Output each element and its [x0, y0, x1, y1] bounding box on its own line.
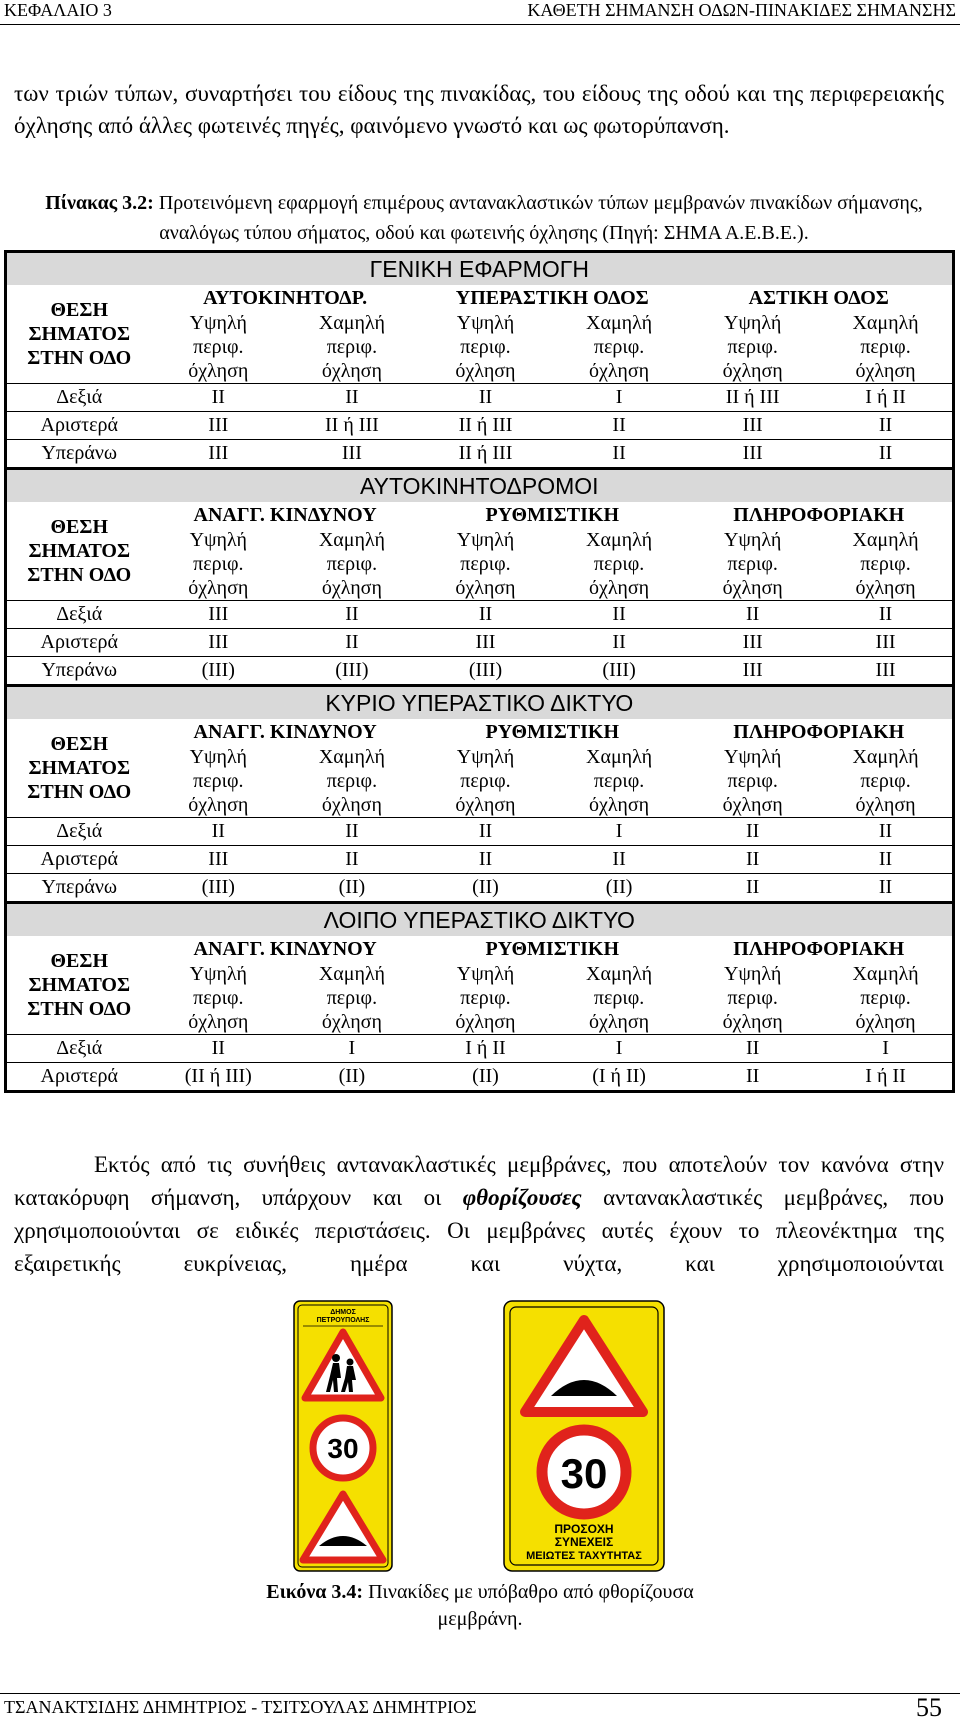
condition-low-line: όχληση [589, 360, 650, 382]
condition-low-line: Χαμηλή [852, 312, 919, 334]
condition-low-cell [285, 311, 419, 384]
road-group-header: ΥΠΕΡΑΣΤΙΚΗ ΟΔΟΣ [455, 287, 649, 309]
membrane-type-cell: I [819, 1035, 953, 1063]
road-group-header: ΑΝΑΓΓ. ΚΙΝΔΥΝΟΥ [193, 721, 377, 743]
section-title-row [6, 686, 954, 720]
sign1-municipality-line1: ΔΗΜΟΣ [330, 1309, 356, 1316]
condition-low-cell [552, 311, 686, 384]
row-position-label: Δεξιά [6, 818, 152, 846]
position-label-line: ΘΕΣΗ [50, 733, 109, 755]
condition-low-cell [819, 962, 953, 1035]
road-group-header: ΠΛΗΡΟΦΟΡΙΑΚΗ [686, 719, 953, 745]
condition-low-cell [819, 311, 953, 384]
position-label-line: ΣΗΜΑΤΟΣ [28, 540, 131, 562]
membrane-type-cell: II [552, 412, 686, 440]
condition-high-line: όχληση [455, 794, 516, 816]
road-group-header: ΡΥΘΜΙΣΤΙΚΗ [485, 504, 620, 526]
condition-low-line: Χαμηλή [318, 312, 385, 334]
membrane-type-cell: II [285, 384, 419, 412]
condition-high-line: Υψηλή [723, 746, 782, 768]
row-position-label: Αριστερά [6, 1063, 152, 1092]
table-row [6, 818, 954, 846]
membrane-type-cell: II [686, 1063, 820, 1092]
row-position-label: Υπεράνω [6, 440, 152, 469]
membrane-type-cell: II [152, 818, 286, 846]
sign2-speed-value: 30 [560, 1450, 608, 1497]
page-header [0, 0, 960, 22]
condition-high-cell [152, 745, 286, 818]
speed-bumps-sign [503, 1300, 665, 1572]
position-label-line: ΘΕΣΗ [50, 950, 109, 972]
membrane-type-cell: (III) [419, 657, 553, 686]
table-row [6, 384, 954, 412]
condition-high-line: Υψηλή [189, 312, 247, 334]
condition-high-cell [686, 745, 820, 818]
table-row [6, 846, 954, 874]
sign1-municipality-line2: ΠΕΤΡΟΥΠΟΛΗΣ [316, 1317, 370, 1324]
membrane-type-cell: II ή III [686, 384, 820, 412]
row-position-label: Αριστερά [6, 629, 152, 657]
condition-high-line: όχληση [722, 794, 783, 816]
membrane-type-cell: III [152, 440, 286, 469]
condition-high-line: Υψηλή [723, 963, 782, 985]
condition-low-line: όχληση [321, 1011, 382, 1033]
condition-low-line: Χαμηλή [318, 529, 385, 551]
condition-high-line: περιφ. [460, 987, 511, 1009]
membrane-type-cell: II [419, 384, 553, 412]
membrane-type-cell: III [152, 629, 286, 657]
condition-low-line: περιφ. [860, 770, 911, 792]
table-caption-text: Προτεινόμενη εφαρμογή επιμέρους αντανακλαστικών τύπων μεμβρανών πινακίδων σήμανσης, αναλόγως τύπου σήματος, οδού και φωτεινής όχλησης (Πηγή: ΣΗΜΑ Α.Ε.Β.Ε.). [153, 192, 923, 244]
condition-low-line: όχληση [321, 794, 382, 816]
membrane-type-cell: I [552, 384, 686, 412]
condition-low-line: περιφ. [593, 987, 645, 1009]
row-position-label: Δεξιά [6, 1035, 152, 1063]
condition-low-line: Χαμηλή [852, 746, 919, 768]
body-text-emphasis: φθορίζουσες [462, 1185, 582, 1210]
condition-low-cell [819, 528, 953, 601]
membrane-type-cell: II [285, 846, 419, 874]
membrane-type-cell: III [686, 657, 820, 686]
table-row [6, 1063, 954, 1092]
membrane-type-cell: (II) [552, 874, 686, 903]
row-position-label: Αριστερά [6, 846, 152, 874]
membrane-type-cell: III [152, 601, 286, 629]
condition-high-line: όχληση [188, 794, 249, 816]
child-figure-head [332, 1354, 340, 1362]
membrane-type-cell: III [686, 629, 820, 657]
condition-high-line: όχληση [455, 1011, 516, 1033]
intro-paragraph: των τριών τύπων, συναρτήσει του είδους της πινακίδας, του είδους της οδού και της περιφερειακής όχλησης από άλλες φωτεινές πηγές, φαινόμενο γνωστό και ως φωτορύπανση. [14, 81, 944, 138]
membrane-type-cell: II [152, 384, 286, 412]
membrane-type-cell: II ή III [285, 412, 419, 440]
membrane-type-cell: II [285, 629, 419, 657]
membrane-type-cell: (II ή III) [152, 1063, 286, 1092]
body-text-after: αντανακλαστικές μεμβράνες, που χρησιμοποιούνται σε ειδικές περιστάσεις. Οι μεμβράνες αυτές έχουν το πλεονέκτημα της εξαιρετικής ευκρίνειας, ημέρα και νύχτα, και χρησιμοποιούνται [14, 1185, 944, 1276]
condition-low-cell [819, 745, 953, 818]
row-position-label: Αριστερά [6, 412, 152, 440]
condition-low-line: περιφ. [326, 553, 378, 575]
condition-high-line: Υψηλή [723, 312, 782, 334]
membrane-type-cell: II [819, 874, 953, 903]
child-figure-head-2 [347, 1359, 354, 1366]
membrane-type-cell: III [285, 440, 419, 469]
condition-low-line: όχληση [589, 794, 650, 816]
condition-low-line: περιφ. [593, 770, 645, 792]
condition-high-line: όχληση [188, 577, 249, 599]
body-text-before: Εκτός από τις συνήθεις αντανακλαστικές μεμβράνες, που αποτελούν τον κανόνα στην κατακόρυφη σήμανση, υπάρχουν και οι [14, 1152, 944, 1210]
section-title: ΑΥΤΟΚΙΝΗΤΟΔΡΟΜΟΙ [6, 469, 954, 503]
condition-low-line: Χαμηλή [852, 529, 919, 551]
condition-high-line: όχληση [722, 360, 783, 382]
membrane-type-cell: II [686, 601, 820, 629]
membrane-type-cell: (III) [152, 657, 286, 686]
membrane-type-cell: I ή II [819, 1063, 953, 1092]
position-label-line: ΣΗΜΑΤΟΣ [28, 323, 131, 345]
condition-low-line: περιφ. [326, 987, 378, 1009]
table-row [6, 1035, 954, 1063]
membrane-type-cell: II [419, 601, 553, 629]
table-caption-label: Πίνακας 3.2: [45, 192, 154, 214]
condition-low-line: όχληση [855, 360, 916, 382]
condition-high-cell [152, 962, 286, 1035]
condition-high-line: περιφ. [727, 336, 778, 358]
condition-high-cell [419, 962, 553, 1035]
footer-authors: ΤΣΑΝΑΚΤΣΙΔΗΣ ΔΗΜΗΤΡΙΟΣ - ΤΣΙΤΣΟΥΛΑΣ ΔΗΜΗΤΡΙΟΣ [4, 1697, 477, 1717]
membrane-type-cell: (III) [152, 874, 286, 903]
membrane-type-cell: III [819, 629, 953, 657]
position-label-line: ΣΗΜΑΤΟΣ [28, 757, 131, 779]
membrane-type-cell: II [686, 1035, 820, 1063]
condition-low-line: περιφ. [593, 553, 645, 575]
condition-low-line: όχληση [855, 1011, 916, 1033]
condition-high-line: περιφ. [460, 553, 511, 575]
membrane-type-cell: II [819, 601, 953, 629]
road-group-header: ΑΝΑΓΓ. ΚΙΝΔΥΝΟΥ [193, 504, 377, 526]
group-header-row [6, 285, 954, 311]
group-header-row [6, 502, 954, 528]
membrane-type-cell: (II) [419, 1063, 553, 1092]
road-group-header: ΑΝΑΓΓ. ΚΙΝΔΥΝΟΥ [193, 938, 377, 960]
condition-low-cell [285, 745, 419, 818]
table-row [6, 440, 954, 469]
section-title-row [6, 252, 954, 286]
condition-low-line: Χαμηλή [318, 963, 385, 985]
position-label [6, 719, 152, 818]
membrane-type-cell: II [686, 874, 820, 903]
condition-low-line: Χαμηλή [852, 963, 919, 985]
membrane-type-cell: II [152, 1035, 286, 1063]
row-position-label: Υπεράνω [6, 657, 152, 686]
membrane-type-cell: III [152, 412, 286, 440]
condition-high-cell [152, 528, 286, 601]
condition-low-line: περιφ. [860, 987, 911, 1009]
condition-low-line: Χαμηλή [586, 746, 653, 768]
membrane-table [4, 250, 955, 1093]
membrane-type-cell: II [819, 846, 953, 874]
road-group-header: ΠΛΗΡΟΦΟΡΙΑΚΗ [686, 936, 953, 962]
condition-low-line: όχληση [855, 794, 916, 816]
membrane-type-cell: II [285, 601, 419, 629]
position-label-line: ΣΤΗΝ ΟΔΟ [27, 781, 132, 803]
section-title-row [6, 903, 954, 937]
membrane-type-cell: II [819, 412, 953, 440]
membrane-type-cell: II [819, 440, 953, 469]
table-row [6, 657, 954, 686]
row-position-label: Υπεράνω [6, 874, 152, 903]
condition-low-cell [552, 528, 686, 601]
chapter-label: ΚΕΦΑΛΑΙΟ 3 [4, 0, 112, 20]
membrane-type-cell: (I ή II) [552, 1063, 686, 1092]
position-label [6, 285, 152, 384]
membrane-type-cell: II [686, 818, 820, 846]
membrane-type-cell: (III) [552, 657, 686, 686]
condition-high-line: Υψηλή [456, 529, 515, 551]
membrane-type-cell: II [552, 601, 686, 629]
condition-high-cell [419, 745, 553, 818]
condition-low-line: όχληση [589, 1011, 650, 1033]
table-caption [34, 188, 934, 248]
membrane-type-cell: II [552, 629, 686, 657]
condition-high-line: όχληση [722, 1011, 783, 1033]
condition-low-line: όχληση [589, 577, 650, 599]
condition-high-cell [686, 528, 820, 601]
position-label [6, 936, 152, 1035]
condition-high-line: Υψηλή [456, 312, 515, 334]
condition-low-line: περιφ. [860, 336, 911, 358]
table-row [6, 412, 954, 440]
body-paragraph [14, 1148, 944, 1280]
condition-low-line: όχληση [855, 577, 916, 599]
road-group-header: ΑΣΤΙΚΗ ΟΔΟΣ [686, 285, 953, 311]
membrane-type-cell: II [686, 846, 820, 874]
footer-rule [0, 1693, 960, 1694]
condition-high-line: όχληση [455, 577, 516, 599]
group-header-row [6, 936, 954, 962]
sign2-text-line2: ΣΥΝΕΧΕΙΣ [554, 1535, 614, 1549]
condition-high-cell [419, 311, 553, 384]
condition-high-line: περιφ. [460, 770, 511, 792]
membrane-type-cell: II ή III [419, 440, 553, 469]
membrane-type-cell: II [819, 818, 953, 846]
condition-high-line: όχληση [188, 1011, 249, 1033]
condition-low-cell [285, 528, 419, 601]
condition-low-cell [285, 962, 419, 1035]
membrane-type-cell: (II) [419, 874, 553, 903]
membrane-type-cell: I [285, 1035, 419, 1063]
condition-high-line: περιφ. [727, 987, 778, 1009]
row-position-label: Δεξιά [6, 601, 152, 629]
membrane-type-cell: III [152, 846, 286, 874]
membrane-type-cell: I ή II [819, 384, 953, 412]
condition-low-line: Χαμηλή [586, 963, 653, 985]
position-label-line: ΣΤΗΝ ΟΔΟ [27, 347, 132, 369]
condition-high-line: όχληση [722, 577, 783, 599]
membrane-type-cell: II [552, 440, 686, 469]
membrane-type-cell: III [819, 657, 953, 686]
table-row [6, 629, 954, 657]
membrane-type-cell: I [552, 818, 686, 846]
condition-high-line: όχληση [455, 360, 516, 382]
condition-high-line: περιφ. [193, 336, 244, 358]
road-group-header: ΡΥΘΜΙΣΤΙΚΗ [485, 938, 620, 960]
condition-low-line: Χαμηλή [586, 312, 653, 334]
condition-low-line: όχληση [321, 577, 382, 599]
membrane-type-cell: III [686, 440, 820, 469]
condition-high-line: όχληση [188, 360, 249, 382]
road-group-header: ΠΛΗΡΟΦΟΡΙΑΚΗ [686, 502, 953, 528]
sign2-text-line3: ΜΕΙΩΤΕΣ ΤΑΧΥΤΗΤΑΣ [526, 1550, 642, 1562]
section-title-row [6, 469, 954, 503]
condition-low-line: Χαμηλή [318, 746, 385, 768]
group-header-row [6, 719, 954, 745]
section-title: ΚΥΡΙΟ ΥΠΕΡΑΣΤΙΚΟ ΔΙΚΤΥΟ [6, 686, 954, 720]
condition-low-cell [552, 745, 686, 818]
condition-high-line: Υψηλή [723, 529, 782, 551]
condition-high-cell [686, 311, 820, 384]
road-group-header: ΑΥΤΟΚΙΝΗΤΟΔΡ. [203, 287, 368, 309]
condition-high-cell [686, 962, 820, 1035]
condition-low-line: περιφ. [326, 770, 378, 792]
condition-high-line: Υψηλή [189, 529, 247, 551]
condition-high-line: περιφ. [727, 553, 778, 575]
school-zone-sign [293, 1300, 393, 1572]
condition-high-line: περιφ. [727, 770, 778, 792]
membrane-type-cell: I ή II [419, 1035, 553, 1063]
position-label-line: ΣΤΗΝ ΟΔΟ [27, 998, 132, 1020]
chapter-title: ΚΑΘΕΤΗ ΣΗΜΑΝΣΗ ΟΔΩΝ-ΠΙΝΑΚΙΔΕΣ ΣΗΜΑΝΣΗΣ [527, 0, 956, 20]
membrane-type-cell: (III) [285, 657, 419, 686]
road-group-header: ΡΥΘΜΙΣΤΙΚΗ [485, 721, 620, 743]
position-label-line: ΘΕΣΗ [50, 516, 109, 538]
table-row [6, 601, 954, 629]
membrane-type-cell: III [419, 629, 553, 657]
membrane-type-cell: II [419, 846, 553, 874]
membrane-type-cell: III [686, 412, 820, 440]
row-position-label: Δεξιά [6, 384, 152, 412]
condition-high-line: περιφ. [193, 553, 244, 575]
membrane-type-cell: II [285, 818, 419, 846]
membrane-type-cell: II [419, 818, 553, 846]
condition-high-line: περιφ. [193, 770, 244, 792]
condition-high-line: Υψηλή [189, 746, 247, 768]
condition-high-cell [152, 311, 286, 384]
section-title: ΛΟΙΠΟ ΥΠΕΡΑΣΤΙΚΟ ΔΙΚΤΥΟ [6, 903, 954, 937]
position-label-line: ΘΕΣΗ [50, 299, 109, 321]
condition-low-line: Χαμηλή [586, 529, 653, 551]
condition-high-line: Υψηλή [189, 963, 247, 985]
condition-high-line: Υψηλή [456, 746, 515, 768]
condition-high-line: περιφ. [460, 336, 511, 358]
membrane-type-cell: (II) [285, 1063, 419, 1092]
condition-high-line: περιφ. [193, 987, 244, 1009]
condition-high-cell [419, 528, 553, 601]
membrane-type-cell: I [552, 1035, 686, 1063]
sign2-text-line1: ΠΡΟΣΟΧΗ [554, 1522, 614, 1536]
condition-low-line: περιφ. [860, 553, 911, 575]
membrane-type-cell: II [552, 846, 686, 874]
condition-low-cell [552, 962, 686, 1035]
membrane-type-cell: II ή III [419, 412, 553, 440]
section-title: ΓΕΝΙΚΗ ΕΦΑΡΜΟΓΗ [6, 252, 954, 286]
sign1-speed-value: 30 [327, 1433, 359, 1464]
header-rule [0, 24, 960, 25]
figure-caption-label: Εικόνα 3.4: [266, 1581, 364, 1603]
figure-caption-text: Πινακίδες με υπόβαθρο από φθορίζουσα μεμβράνη. [363, 1581, 694, 1630]
table-row [6, 874, 954, 903]
condition-low-line: όχληση [321, 360, 382, 382]
membrane-type-cell: (II) [285, 874, 419, 903]
position-label-line: ΣΗΜΑΤΟΣ [28, 974, 131, 996]
condition-low-line: περιφ. [593, 336, 645, 358]
position-label-line: ΣΤΗΝ ΟΔΟ [27, 564, 132, 586]
condition-low-line: περιφ. [326, 336, 378, 358]
figure-caption [260, 1579, 700, 1633]
page-number: 55 [916, 1693, 942, 1722]
position-label [6, 502, 152, 601]
condition-high-line: Υψηλή [456, 963, 515, 985]
